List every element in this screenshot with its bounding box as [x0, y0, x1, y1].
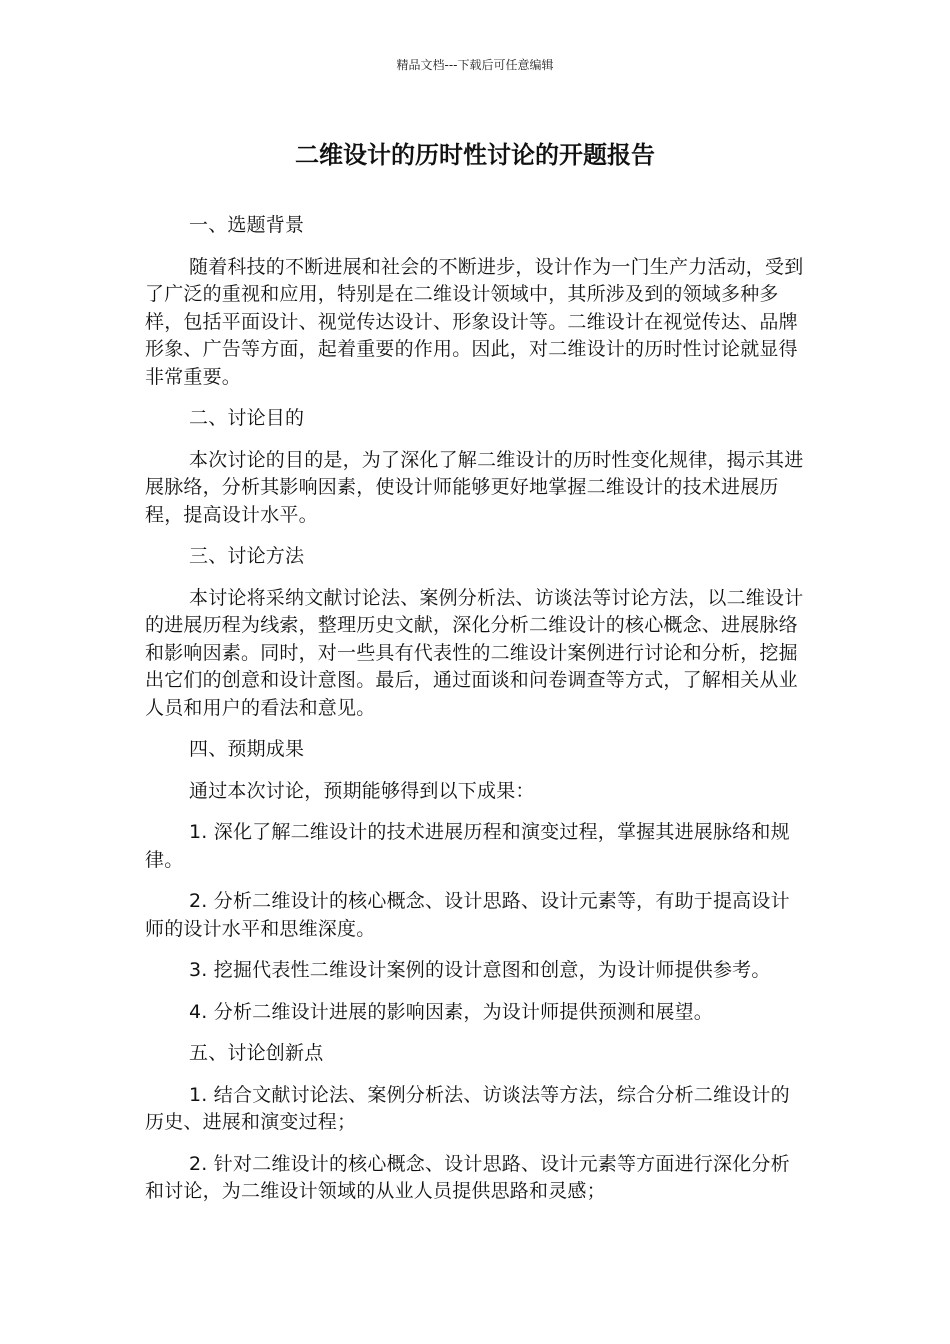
list-item: 1. 深化了解二维设计的技术进展历程和演变过程，掌握其进展脉络和规律。	[145, 821, 790, 871]
list-item: 3. 挖掘代表性二维设计案例的设计意图和创意，为设计师提供参考。	[189, 959, 771, 981]
paragraph: 随着科技的不断进展和社会的不断进步，设计作为一门生产力活动，受到了广泛的重视和应用，特别是在二维设计领域中，其所涉及到的领域多种多样，包括平面设计、视觉传达设计、形象设计等。二维设计在视觉传达、品牌形象、广告等方面，起着重要的作用。因此，对二维设计的历时性讨论就显得非常重要。	[145, 255, 804, 388]
list-item: 4. 分析二维设计进展的影响因素，为设计师提供预测和展望。	[189, 1000, 713, 1023]
section-heading-method: 三、讨论方法	[189, 545, 305, 567]
paragraph: 通过本次讨论，预期能够得到以下成果：	[189, 779, 535, 802]
section-heading-background: 一、选题背景	[189, 214, 305, 236]
paragraph: 本讨论将采纳文献讨论法、案例分析法、访谈法等讨论方法，以二维设计的进展历程为线索，整理历史文献，深化分析二维设计的核心概念、进展脉络和影响因素。同时，对一些具有代表性的二维设计案例进行讨论和分析，挖掘出它们的创意和设计意图。最后，通过面谈和问卷调查等方式，了解相关从业人员和用户的看法和意见。	[145, 586, 804, 719]
section-heading-innovation: 五、讨论创新点	[189, 1042, 324, 1064]
section-heading-purpose: 二、讨论目的	[189, 407, 305, 429]
document-body	[145, 212, 807, 1206]
list-item: 2. 针对二维设计的核心概念、设计思路、设计元素等方面进行深化分析和讨论，为二维设计领域的从业人员提供思路和灵感；	[145, 1152, 790, 1202]
paragraph: 本次讨论的目的是，为了深化了解二维设计的历时性变化规律，揭示其进展脉络，分析其影响因素，使设计师能够更好地掌握二维设计的技术进展历程，提高设计水平。	[145, 448, 804, 526]
page-header-note: 精品文档---下载后可任意编辑	[396, 58, 554, 72]
section-heading-expected-results: 四、预期成果	[189, 738, 305, 760]
list-item: 2. 分析二维设计的核心概念、设计思路、设计元素等，有助于提高设计师的设计水平和思维深度。	[145, 890, 790, 940]
document-title: 二维设计的历时性讨论的开题报告	[295, 141, 655, 169]
list-item: 1. 结合文献讨论法、案例分析法、访谈法等方法，综合分析二维设计的历史、进展和演变过程；	[145, 1083, 790, 1133]
